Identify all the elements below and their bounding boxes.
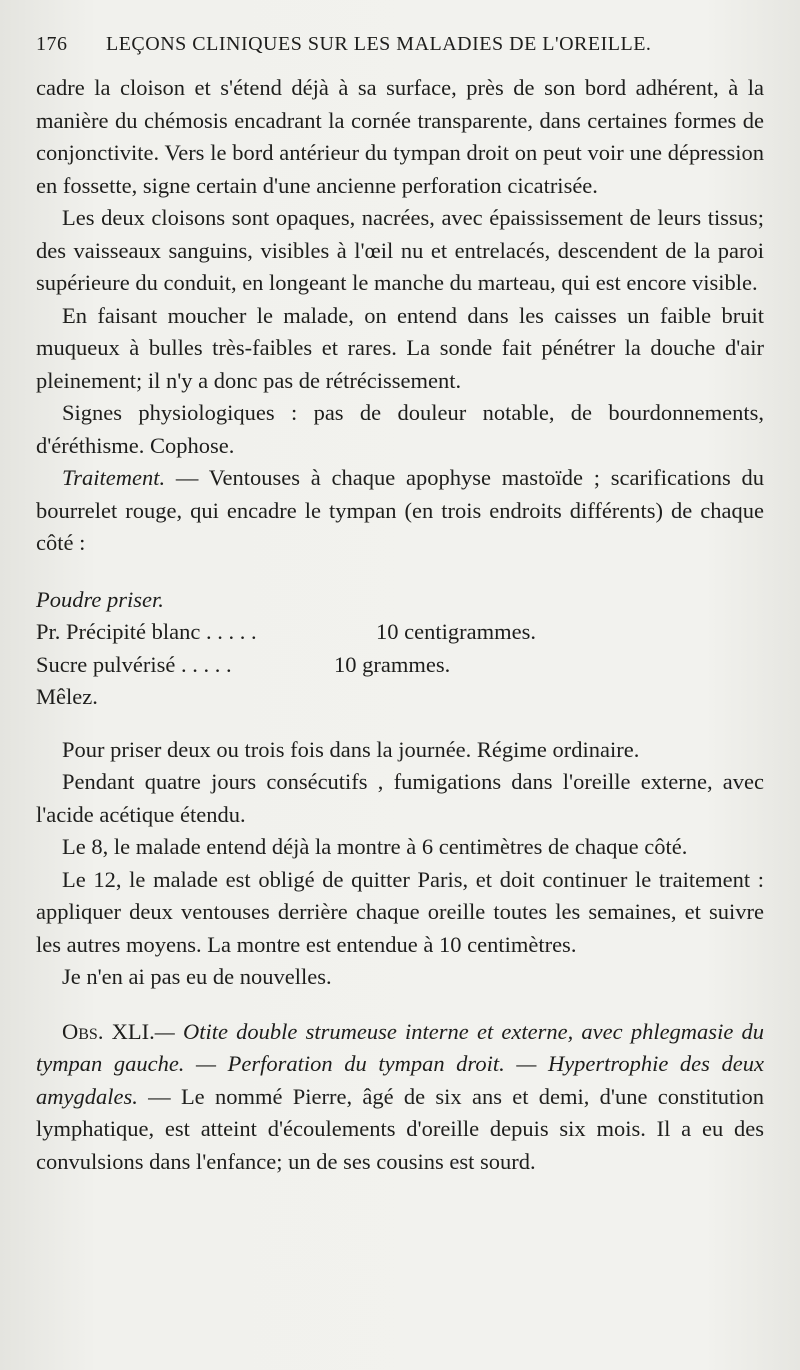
recipe-line-2	[36, 649, 764, 682]
paragraph-treatment	[36, 462, 764, 560]
observation-title: — Otite double strumeuse interne et externe, avec phlegmasie du tympan gauche. — Perforation du tympan droit. — Hypertrophie des deux amygdales.	[36, 1018, 765, 1109]
recipe-qty-2: 10 grammes.	[334, 651, 451, 677]
paragraph-1: cadre la cloison et s'étend déjà à sa surface, près de son bord adhérent, à la manière du chémosis encadrant la cornée transparente, dans certaines formes de conjonctivite. Vers le bord antérieur du tympan droit on peut voir une dépression en fossette, signe certain d'une ancienne perforation cicatrisée.	[36, 75, 764, 198]
observation-text: — Le nommé Pierre, âgé de six ans et demi, d'une constitution lymphatique, est atteint d'écoulements d'oreille depuis six mois. Il a eu des convulsions dans l'enfance; un de ses cousins est sourd.	[36, 1083, 764, 1174]
recipe-line-1	[36, 616, 764, 649]
recipe-item-2: Sucre pulvérisé . . . . .	[36, 651, 232, 677]
recipe-title: Poudre priser.	[36, 586, 164, 612]
paragraph-3: En faisant moucher le malade, on entend dans les caisses un faible bruit muqueux à bulles très-faibles et rares. La sonde fait pénétrer la douche d'air pleinement; il n'y a donc pas de rétrécissement.	[36, 302, 764, 393]
paragraph-10: Je n'en ai pas eu de nouvelles.	[62, 964, 332, 989]
paragraph-9: Le 12, le malade est obligé de quitter Paris, et doit continuer le traitement : appliquer deux ventouses derrière chaque oreille toutes les semaines, et suivre les autres moyens. La montre est entendue à 10 centimètres.	[36, 866, 764, 957]
observation-paragraph	[36, 1016, 764, 1179]
paragraph-4: Signes physiologiques : pas de douleur notable, de bourdonnements, d'éréthisme. Cophose.	[36, 400, 764, 458]
paragraph-6: Pour priser deux ou trois fois dans la journée. Régime ordinaire.	[62, 736, 640, 762]
treatment-label: Traitement.	[62, 465, 166, 490]
recipe-qty-1: 10 centigrammes.	[376, 619, 536, 644]
observation-label: Obs. XLI.	[62, 1018, 155, 1044]
recipe-melez: Mêlez.	[36, 684, 98, 709]
running-header	[36, 33, 766, 56]
paragraph-8: Le 8, le malade entend déjà la montre à 6 centimètres de chaque côté.	[62, 834, 688, 859]
body-text	[36, 72, 764, 1178]
page-number: 176	[36, 33, 68, 55]
paragraph-2: Les deux cloisons sont opaques, nacrées, avec épaississement de leurs tissus; des vaisseaux sanguins, visibles à l'œil nu et entrelacés, descendent de la paroi supérieure du conduit, en longeant le manche du marteau, qui est encore visible.	[36, 205, 764, 295]
running-title: LEÇONS CLINIQUES SUR LES MALADIES DE L'OREILLE.	[106, 33, 652, 55]
recipe-item-1: Pr. Précipité blanc . . . . .	[36, 619, 257, 644]
paragraph-7: Pendant quatre jours consécutifs , fumigations dans l'oreille externe, avec l'acide acétique étendu.	[36, 769, 764, 827]
treatment-text: — Ventouses à chaque apophyse mastoïde ; scarifications du bourrelet rouge, qui encadre le tympan (en trois endroits différents) de chaque côté :	[36, 465, 764, 555]
